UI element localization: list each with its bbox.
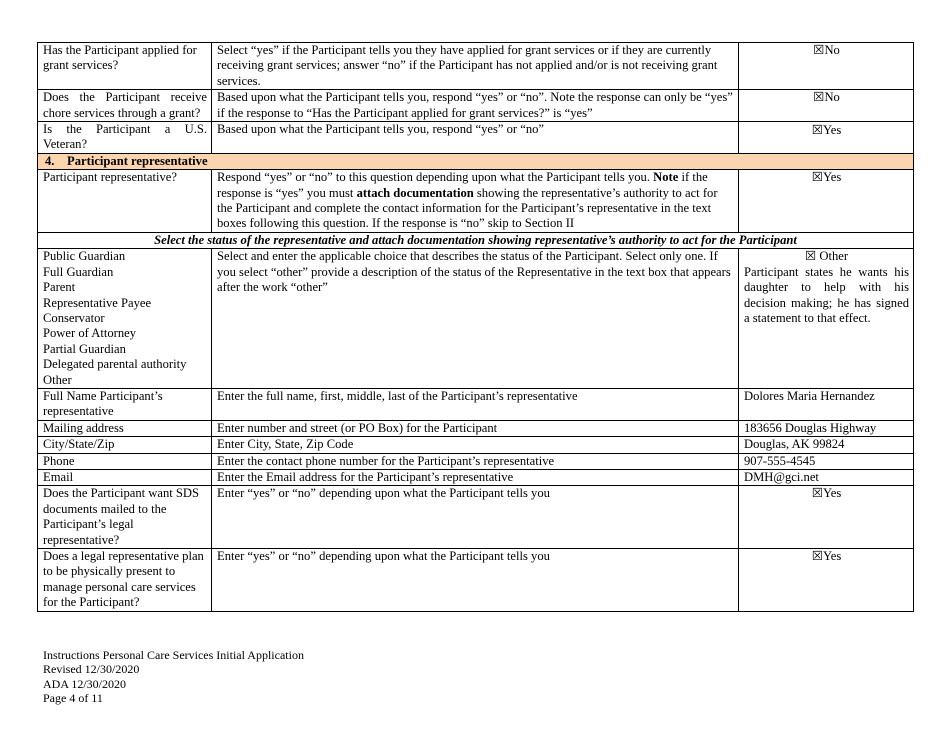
instructions-table — [37, 42, 914, 612]
row-participant-representative — [38, 170, 914, 233]
question-cell: Phone — [38, 453, 212, 469]
answer-checkbox[interactable]: ☒ Other — [804, 249, 849, 264]
answer-cell — [739, 249, 914, 389]
answer-checkbox[interactable]: ☒Yes — [739, 122, 914, 154]
status-option: Conservator — [43, 310, 105, 325]
row-city-state-zip — [38, 437, 914, 453]
answer-field[interactable]: 907-555-4545 — [739, 453, 914, 469]
footer-revised-date: Revised 12/30/2020 — [43, 662, 140, 677]
instruction-cell: Enter the Email address for the Participant’s representative — [212, 469, 739, 485]
status-option: Full Guardian — [43, 264, 114, 279]
status-option: Power of Attorney — [43, 326, 137, 341]
section-header-participant-representative — [38, 153, 914, 169]
status-option: Public Guardian — [43, 249, 126, 264]
footer-document-title: Instructions Personal Care Services Initial Application — [43, 648, 304, 662]
question-cell: Is the Participant a U.S. Veteran? — [38, 122, 212, 154]
instruction-cell: Enter number and street (or PO Box) for the Participant — [212, 420, 739, 436]
question-cell: Does a legal representative plan to be physically present to manage personal care services for the Participant? — [38, 549, 212, 612]
instruction-cell: Enter “yes” or “no” depending upon what the Participant tells you — [212, 486, 739, 549]
question-cell: Mailing address — [38, 420, 212, 436]
row-veteran — [38, 122, 914, 154]
answer-note[interactable]: Participant states he wants his daughter to help with his decision making; he has signed a statement to that effect. — [744, 264, 909, 325]
instruction-cell: Enter the contact phone number for the Participant’s representative — [212, 453, 739, 469]
answer-field[interactable]: Douglas, AK 99824 — [739, 437, 914, 453]
question-cell: Does the Participant want SDS documents mailed to the Participant’s legal representative? — [38, 486, 212, 549]
status-option: Other — [43, 372, 72, 387]
answer-field[interactable]: 183656 Douglas Highway — [739, 420, 914, 436]
row-email — [38, 469, 914, 485]
question-cell: Full Name Participant’s representative — [38, 388, 212, 420]
question-cell: Participant representative? — [38, 170, 212, 233]
answer-field[interactable]: Dolores Maria Hernandez — [739, 388, 914, 420]
page-footer — [43, 648, 304, 705]
answer-checkbox[interactable]: ☒Yes — [739, 549, 914, 612]
row-representative-status — [38, 249, 914, 389]
question-cell: Has the Participant applied for grant services? — [38, 43, 212, 90]
instruction-cell: Select and enter the applicable choice that describes the status of the Participant. Select only one. If you select “other” provide a description of the status of the Representative in the text box that appears after the work “other” — [212, 249, 739, 389]
status-option: Parent — [43, 280, 76, 295]
section-number: 4. — [45, 153, 55, 168]
instruction-cell: Select “yes” if the Participant tells you they have applied for grant services or if they are currently receiving grant services; answer “no” if the Participant has not applied and/or is not receiving grant services. — [212, 43, 739, 90]
instruction-cell: Based upon what the Participant tells you, respond “yes” or “no” — [212, 122, 739, 154]
row-phone — [38, 453, 914, 469]
row-sds-mail — [38, 486, 914, 549]
instruction-cell: Enter “yes” or “no” depending upon what the Participant tells you — [212, 549, 739, 612]
question-cell: Email — [38, 469, 212, 485]
row-physically-present — [38, 549, 914, 612]
footer-ada-date: ADA 12/30/2020 — [43, 676, 127, 691]
row-mailing-address — [38, 420, 914, 436]
row-full-name — [38, 388, 914, 420]
answer-checkbox[interactable]: ☒No — [739, 90, 914, 122]
instruction-cell: Respond “yes” or “no” to this question depending upon what the Participant tells you. Note if the response is “yes” you must attach documentation showing the representative’s authority to act for the Participant and complete the contact information for the Participant’s representative in the text boxes following this question. If the response is “no” skip to Section II — [212, 170, 739, 233]
row-chore-services — [38, 90, 914, 122]
status-options-list — [38, 249, 212, 389]
instruction-cell: Enter City, State, Zip Code — [212, 437, 739, 453]
answer-checkbox[interactable]: ☒Yes — [739, 486, 914, 549]
question-cell: City/State/Zip — [38, 437, 212, 453]
row-grant-applied — [38, 43, 914, 90]
question-cell: Does the Participant receive chore services through a grant? — [38, 90, 212, 122]
instruction-cell: Enter the full name, first, middle, last of the Participant’s representative — [212, 388, 739, 420]
section-title: Participant representative — [67, 153, 208, 168]
answer-checkbox[interactable]: ☒No — [739, 43, 914, 90]
status-option: Partial Guardian — [43, 341, 126, 356]
answer-checkbox[interactable]: ☒Yes — [739, 170, 914, 233]
status-option: Delegated parental authority — [43, 357, 187, 372]
footer-page-number: Page 4 of 11 — [43, 690, 103, 705]
status-option: Representative Payee — [43, 295, 152, 310]
instruction-cell: Based upon what the Participant tells you, respond “yes” or “no”. Note the response can only be “yes” if the response to “Has the Participant applied for grant services?” is “yes” — [212, 90, 739, 122]
answer-field[interactable]: DMH@gci.net — [739, 469, 914, 485]
representative-status-banner: Select the status of the representative and attach documentation showing representative’s authority to act for the Participant — [38, 232, 914, 248]
